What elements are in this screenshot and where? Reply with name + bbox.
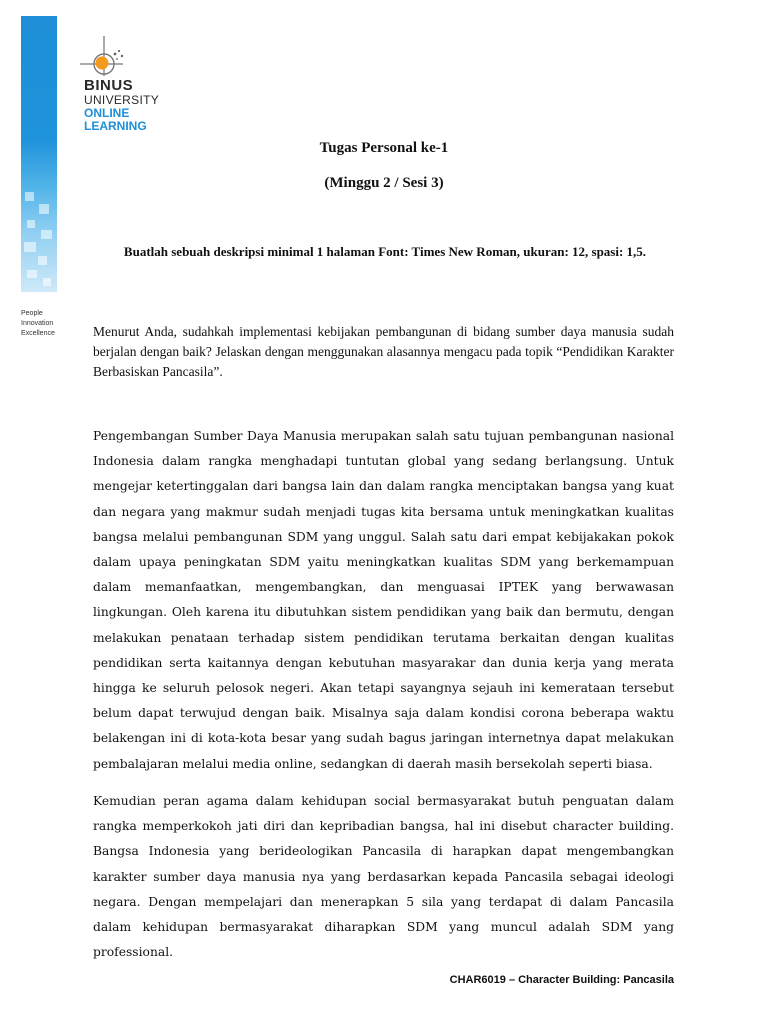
- brand-learning: LEARNING: [84, 119, 147, 133]
- doc-paragraph-1: Pengembangan Sumber Daya Manusia merupakan salah satu tujuan pembangunan nasional Indonesia dalam rangka menghadapi tuntutan global yang sedang berlangsung. Untuk mengejar ketertinggalan dari bangsa lain dan dalam rangka menciptakan bangsa yang kuat dan negara yang makmur sudah menjadi tugas kita bersama untuk meningkatkan kualitas bangsa melalui pembangunan SDM yang unggul. Salah satu dari empat kebijakakan pokok dalam upaya peningkatan SDM yaitu meningkatkan kualitas SDM yang berkemampuan dalam memanfaatkan, mengembangkan, dan menguasai IPTEK yang berwawasan lingkungan. Oleh karena itu dibutuhkan sistem pendidikan yang baik dan bermutu, dengan melakukan penataan terhadap sistem pendidikan terutama berkaitan dengan kualitas pendidikan serta kaitannya dengan kebutuhan masyarakar dan dunia kerja yang merata hingga ke seluruh pelosok negeri. Akan tetapi sayangnya sejauh ini kemerataan tersebut belum dapat terwujud dengan baik. Misalnya saja dalam kondisi corona beberapa waktu belakengan ini di kota-kota besar yang sudah bagus jaringan internetnya dapat melakukan pembalajaran melalui media online, sedangkan di daerah masih bersekolah seperti biasa.: [93, 429, 674, 771]
- doc-title: Tugas Personal ke-1: [319, 140, 449, 156]
- brand-logo-text: [84, 78, 159, 133]
- doc-instruction: Buatlah sebuah deskripsi minimal 1 halaman Font: Times New Roman, ukuran: 12, spasi: 1,5.: [123, 244, 647, 259]
- doc-paragraph-2: Kemudian peran agama dalam kehidupan social bermasyarakat butuh penguatan dalam rangka memperkokoh jati diri dan kepribadian bangsa, hal ini disebut character building. Bangsa Indonesia yang berideologikan Pancasila di harapkan dapat mengembangkan karakter sumber daya manusia nya yang berdasarkan kepada Pancasila sebagai ideologi negara. Dengan mempelajari dan menerapkan 5 sila yang terdapat di dalam Pancasila dalam kehidupan bermasyarakat diharapkan SDM yang muncul adalah SDM yang professional.: [93, 794, 674, 960]
- brand-tagline: People Innovation Excellence: [21, 310, 55, 337]
- doc-subtitle: (Minggu 2 / Sesi 3): [324, 175, 444, 191]
- brand-name: BINUS: [84, 77, 134, 94]
- brand-online: ONLINE: [84, 106, 130, 120]
- doc-question: Menurut Anda, sudahkah implementasi kebijakan pembangunan di bidang sumber daya manusia sudah berjalan dengan baik? Jelaskan dengan menggunakan alasannya mengacu pada topik “Pendidikan Karakter Berbasiskan Pancasila”.: [93, 324, 674, 379]
- doc-footer: CHAR6019 – Character Building: Pancasila: [449, 974, 674, 986]
- brand-university: UNIVERSITY: [84, 93, 160, 107]
